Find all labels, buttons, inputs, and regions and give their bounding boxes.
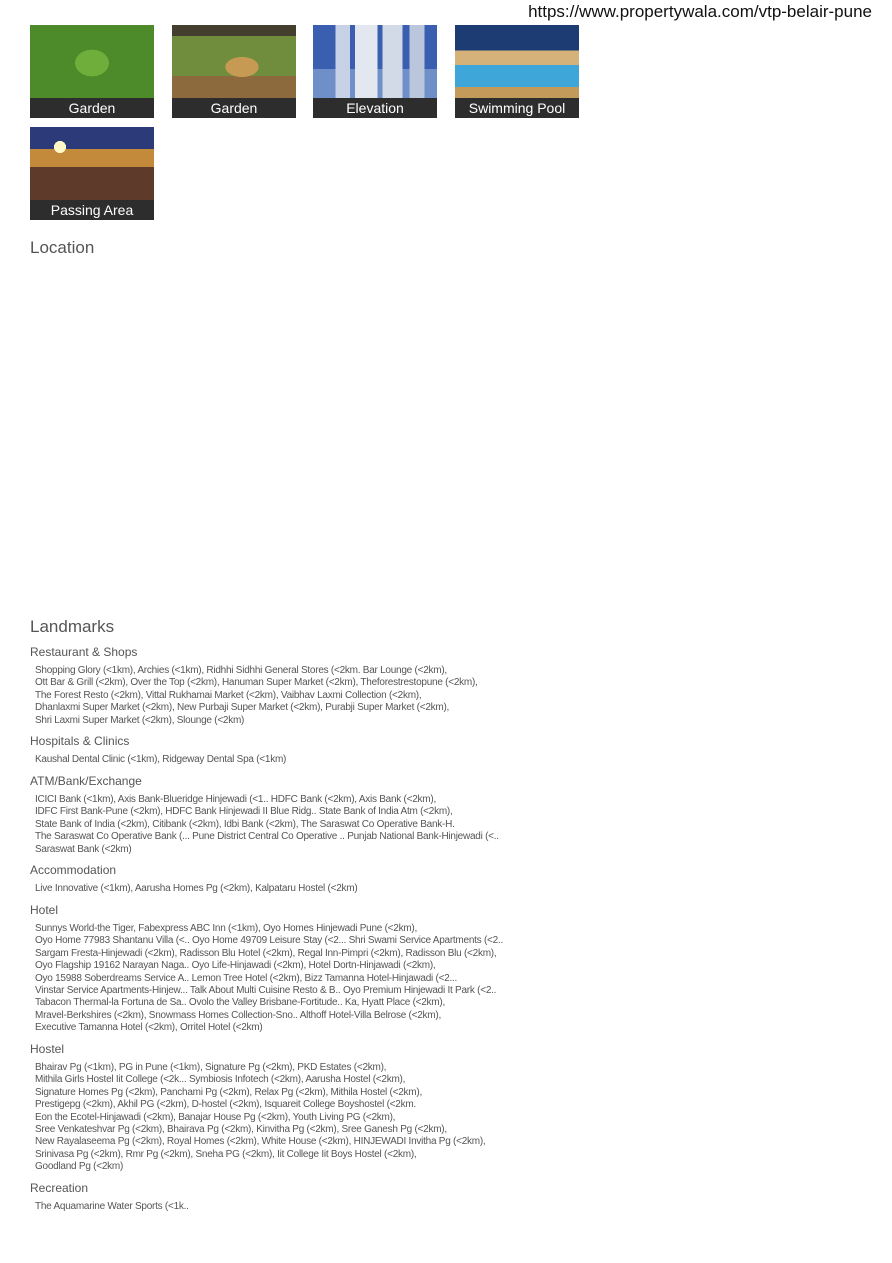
landmark-category-title: Recreation: [30, 1181, 89, 1195]
landmark-line: Sree Venkateshvar Pg (<2km), Bhairava Pg (<2km), Kinvitha Pg (<2km), Sree Ganesh Pg (<2km),: [35, 1124, 447, 1136]
landmark-line: The Aquamarine Water Sports (<1k..: [35, 1201, 189, 1212]
landmark-category-title: Hospitals & Clinics: [30, 734, 130, 748]
landmark-category-title: ATM/Bank/Exchange: [30, 774, 142, 788]
landmark-line: Goodland Pg (<2km): [35, 1161, 124, 1173]
location-heading: Location: [30, 238, 95, 257]
landmark-line: IDFC First Bank-Pune (<2km), HDFC Bank Hinjewadi II Blue Ridg.. State Bank of India Atm (<2km),: [35, 806, 453, 818]
landmark-line: Bhairav Pg (<1km), PG in Pune (<1km), Signature Pg (<2km), PKD Estates (<2km),: [35, 1062, 387, 1073]
landmark-category-title: Restaurant & Shops: [30, 645, 138, 659]
landmark-items: [35, 754, 580, 766]
landmark-line: Mravel-Berkshires (<2km), Snowmass Homes Collection-Sno.. Althoff Hotel-Villa Belrose (<2km),: [35, 1009, 441, 1021]
landmark-line: Ott Bar & Grill (<2km), Over the Top (<2km), Hanuman Super Market (<2km), Theforestrestopune (<2km),: [35, 677, 478, 689]
gallery-caption: Garden: [172, 98, 296, 118]
gallery-caption: Elevation: [313, 98, 437, 118]
landmark-line: New Rayalaseema Pg (<2km), Royal Homes (<2km), White House (<2km), HINJEWADI Invitha Pg (<2km),: [35, 1136, 486, 1148]
building-photo[interactable]: [313, 25, 437, 98]
landmark-line: The Saraswat Co Operative Bank (... Pune District Central Co Operative .. Punjab National Bank-Hinjewadi (<..: [35, 831, 499, 843]
landmark-line: ICICI Bank (<1km), Axis Bank-Blueridge Hinjewadi (<1.. HDFC Bank (<2km), Axis Bank (<2km),: [35, 794, 436, 805]
walkway-photo[interactable]: [30, 127, 154, 200]
garden-photo[interactable]: [30, 25, 154, 98]
landmark-line: State Bank of India (<2km), Citibank (<2km), Idbi Bank (<2km), The Saraswat Co Operative Bank-H.: [35, 818, 455, 830]
landmark-line: Oyo Home 77983 Shantanu Villa (<.. Oyo Home 49709 Leisure Stay (<2... Shri Swami Service Apartments (<2..: [35, 935, 503, 947]
page-url[interactable]: https://www.propertywala.com/vtp-belair-pune: [528, 2, 872, 21]
landmark-items: [35, 883, 580, 895]
landmark-line: Shopping Glory (<1km), Archies (<1km), Ridhhi Sidhhi General Stores (<2km. Bar Lounge (<2km),: [35, 665, 447, 676]
landmark-line: Signature Homes Pg (<2km), Panchami Pg (<2km), Relax Pg (<2km), Mithila Hostel (<2km),: [35, 1086, 422, 1098]
landmark-line: Sargam Fresta-Hinjewadi (<2km), Radisson Blu Hotel (<2km), Regal Inn-Pimpri (<2km), Radisson Blu (<2km),: [35, 947, 497, 959]
gallery-thumbnail[interactable]: [30, 127, 154, 220]
landmark-line: Kaushal Dental Clinic (<1km), Ridgeway Dental Spa (<1km): [35, 754, 287, 765]
landmark-line: Oyo 15988 Soberdreams Service A.. Lemon Tree Hotel (<2km), Bizz Tamanna Hotel-Hinjawadi (<2...: [35, 972, 458, 984]
landmark-category-title: Hostel: [30, 1042, 65, 1056]
gallery-thumbnail[interactable]: [455, 25, 579, 118]
gallery-thumbnail[interactable]: [172, 25, 296, 118]
landmark-category-title: Accommodation: [30, 863, 117, 877]
garden-photo[interactable]: [172, 25, 296, 98]
gallery-caption: Swimming Pool: [455, 98, 579, 118]
landmark-items: [35, 923, 580, 1035]
landmark-line: Oyo Flagship 19162 Narayan Naga.. Oyo Life-Hinjawadi (<2km), Hotel Dortn-Hinjawadi (<2km),: [35, 960, 436, 972]
landmark-line: Eon the Ecotel-Hinjawadi (<2km), Banajar House Pg (<2km), Youth Living PG (<2km),: [35, 1111, 396, 1123]
landmark-items: [35, 1062, 580, 1174]
gallery-thumbnail[interactable]: [313, 25, 437, 118]
landmark-line: Vinstar Service Apartments-Hinjew... Talk About Multi Cuisine Resto & B.. Oyo Premium Hinjewadi It Park (<2..: [35, 985, 497, 997]
landmark-line: Sunnys World-the Tiger, Fabexpress ABC Inn (<1km), Oyo Homes Hinjewadi Pune (<2km),: [35, 923, 418, 934]
landmark-line: Prestigepg (<2km), Akhil PG (<2km), D-hostel (<2km), Isquareit College Boyshostel (<2km.: [35, 1099, 416, 1111]
landmark-line: Saraswat Bank (<2km): [35, 843, 132, 855]
landmark-line: Shri Laxmi Super Market (<2km), Slounge (<2km): [35, 714, 245, 726]
landmark-line: Tabacon Thermal-la Fortuna de Sa.. Ovolo the Valley Brisbane-Fortitude.. Ka, Hyatt Place (<2km),: [35, 997, 445, 1009]
landmark-line: Live Innovative (<1km), Aarusha Homes Pg (<2km), Kalpataru Hostel (<2km): [35, 883, 358, 894]
landmark-items: [35, 794, 580, 856]
pool-photo[interactable]: [455, 25, 579, 98]
landmark-category-title: Hotel: [30, 903, 59, 917]
landmark-line: Executive Tamanna Hotel (<2km), Orritel Hotel (<2km): [35, 1022, 263, 1034]
gallery-thumbnail[interactable]: [30, 25, 154, 118]
landmark-items: [35, 665, 580, 727]
landmarks-heading: Landmarks: [30, 617, 115, 636]
gallery-caption: Passing Area: [30, 200, 154, 220]
landmark-line: Dhanlaxmi Super Market (<2km), New Purbaji Super Market (<2km), Purabji Super Market (<2km),: [35, 702, 450, 714]
landmark-line: The Forest Resto (<2km), Vittal Rukhamai Market (<2km), Vaibhav Laxmi Collection (<2km),: [35, 689, 422, 701]
location-map-area: [30, 265, 580, 605]
landmark-line: Mithila Girls Hostel Iit College (<2k... Symbiosis Infotech (<2km), Aarusha Hostel (<2km),: [35, 1074, 406, 1086]
landmark-items: [35, 1201, 580, 1213]
gallery-caption: Garden: [30, 98, 154, 118]
landmark-line: Srinivasa Pg (<2km), Rmr Pg (<2km), Sneha PG (<2km), Iit College Iit Boys Hostel (<2km),: [35, 1148, 417, 1160]
